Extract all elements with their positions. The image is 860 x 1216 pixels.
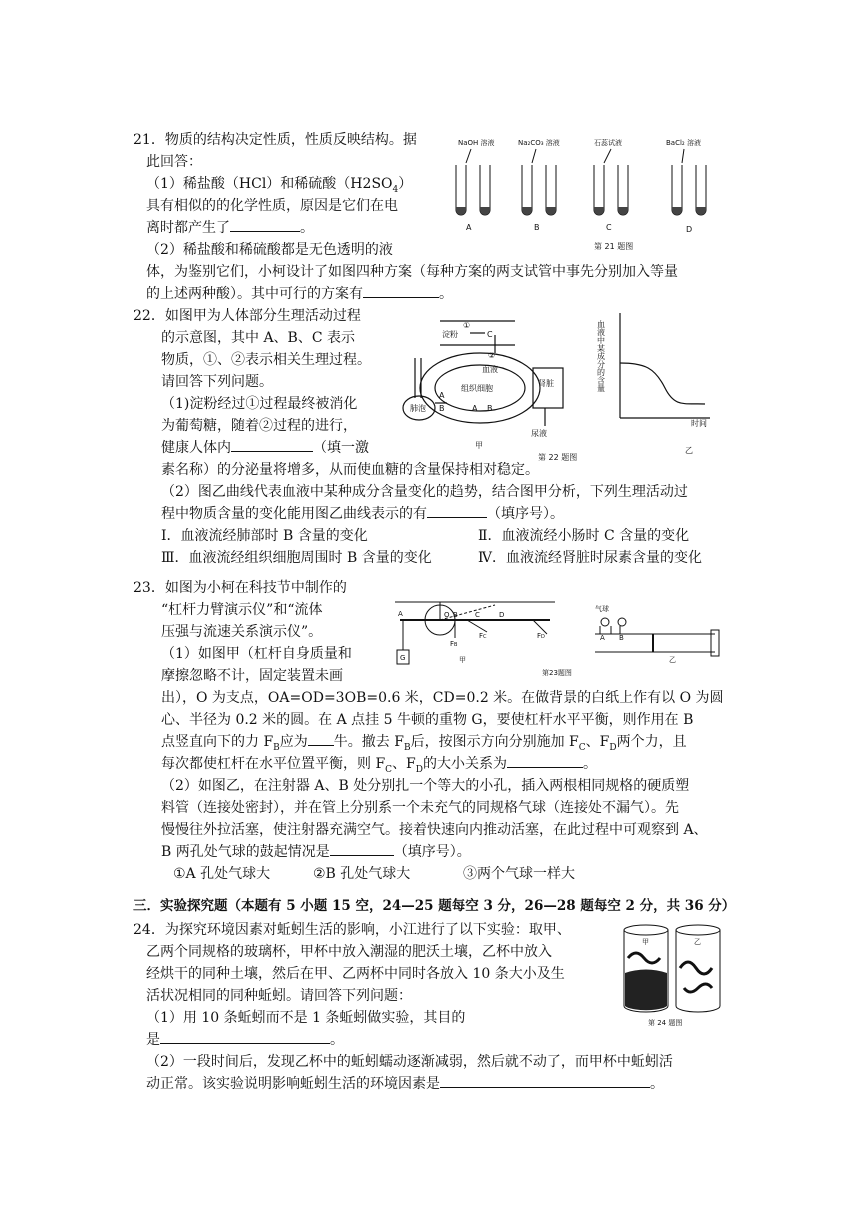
q23-line11: 料管（连接处密封），并在管上分别系一个未充气的同规格气球（连接处不漏气）。先 xyxy=(161,800,679,816)
option-i: Ⅰ．血液流经肺部时 B 含量的变化 xyxy=(161,528,368,544)
label-b: B xyxy=(619,634,624,642)
choice-3: ③两个气球一样大 xyxy=(463,866,575,882)
label-process-2: ② xyxy=(488,351,496,360)
label-lung: 肺泡 xyxy=(410,404,426,413)
label-a: A xyxy=(472,404,478,413)
figure-caption: 第 21 题图 xyxy=(594,242,634,251)
answer-blank[interactable] xyxy=(440,1073,650,1088)
q21-line1: 21．物质的结构决定性质，性质反映结构。据 xyxy=(133,132,417,148)
label-process-1: ① xyxy=(463,321,471,330)
q23-line2: “杠杆力臂演示仪”和“流体 xyxy=(161,602,323,618)
q22-line10: 程中物质含量的变化能用图乙曲线表示的有 （填序号）。 xyxy=(133,503,733,525)
axis-x-label: 时间 xyxy=(691,419,707,428)
q23-lever-figure xyxy=(395,600,735,680)
q21-part1-blank-line: 离时都产生了 。 xyxy=(133,217,733,239)
label-b: B xyxy=(439,404,445,413)
reagent-label: NaOH 溶液 xyxy=(458,139,495,147)
q21-part2: （2）稀盐酸和稀硫酸都是无色透明的液 xyxy=(146,242,393,258)
q21-part2-blank-line: 的上述两种酸）。其中可行的方案有 。 xyxy=(133,283,733,305)
q23-line1: 23．如图为小柯在科技节中制作的 xyxy=(133,580,347,596)
q23-line7: 心、半径为 0.2 米的圆。在 A 点挂 5 牛顿的重物 G，要使杠杆水平平衡，则作用在 B xyxy=(161,712,694,728)
label-yi: 乙 xyxy=(669,656,676,664)
label-tissue-cell: 组织细胞 xyxy=(461,384,493,393)
label-b: B xyxy=(487,404,493,413)
q21-test-tube-figure xyxy=(446,135,726,255)
q22-line9: （2）图乙曲线代表血液中某种成分含量变化的趋势，结合图甲分析，下列生理活动过 xyxy=(161,484,688,500)
label-d: D xyxy=(499,611,505,619)
label-g: G xyxy=(400,654,406,662)
label-a: A xyxy=(398,610,403,618)
q24-line1: 24．为探究环境因素对蚯蚓生活的影响，小江进行了以下实验：取甲、 xyxy=(133,922,571,938)
option-iii: Ⅲ．血液流经组织细胞周围时 B 含量的变化 xyxy=(161,550,432,566)
q21-part1-cont: 具有相似的的化学性质，原因是它们在电 xyxy=(146,198,398,214)
section-3-heading: 三．实验探究题（本题有 5 小题 15 空，24—25 题每空 3 分，26—28 题每空 2 分，共 36 分） xyxy=(133,898,736,914)
label-fb: FB xyxy=(450,640,458,648)
label-yi: 乙 xyxy=(694,938,701,946)
q22-line4: 请回答下列问题。 xyxy=(161,374,273,390)
q23-line5: 摩擦忽略不计，固定装置未画 xyxy=(161,668,343,684)
option-letter: A xyxy=(466,223,472,232)
q22-line3: 物质，①、②表示相关生理过程。 xyxy=(161,352,371,368)
q23-line13: B 两孔处气球的鼓起情况是 （填序号）。 xyxy=(133,841,733,863)
q22-line8: 素名称）的分泌量将增多，从而使血糖的含量保持相对稳定。 xyxy=(161,462,539,478)
q22-physiology-figure xyxy=(395,308,725,470)
reagent-label: 石蕊试液 xyxy=(594,139,622,147)
q24-earthworm-figure xyxy=(618,918,728,1028)
q23-line4: （1）如图甲（杠杆自身质量和 xyxy=(161,646,352,662)
option-iv: Ⅳ．血液流经肾脏时尿素含量的变化 xyxy=(478,550,702,566)
choice-1: ①A 孔处气球大 xyxy=(173,866,271,882)
label-a: A xyxy=(600,634,605,642)
q21-part2-cont: 体，为鉴别它们，小柯设计了如图四种方案（每种方案的两支试管中事先分别加入等量 xyxy=(146,264,678,280)
label-fd: FD xyxy=(537,632,545,640)
option-letter: C xyxy=(606,223,612,232)
q23-line12: 慢慢往外拉活塞，使注射器充满空气。接着快速向内推动活塞，在此过程中可观察到 A、 xyxy=(161,822,708,838)
q24-line5: （1）用 10 条蚯蚓而不是 1 条蚯蚓做实验，其目的 xyxy=(146,1010,466,1026)
option-ii: Ⅱ．血液流经小肠时 C 含量的变化 xyxy=(478,528,690,544)
q24-line3: 经烘干的同种土壤，然后在甲、乙两杯中同时各放入 10 条大小及生 xyxy=(146,966,565,982)
q22-line1: 22．如图甲为人体部分生理活动过程 xyxy=(133,308,361,324)
q21-line2: 此回答： xyxy=(146,154,202,170)
label-o: O xyxy=(444,611,450,619)
q23-line9: 每次都使杠杆在水平位置平衡，则 $F_C$、$F_D$的大小关系为 。 xyxy=(133,753,733,775)
label-blood: 血液 xyxy=(482,365,498,374)
label-starch: 淀粉 xyxy=(442,330,458,339)
q23-choices xyxy=(133,863,733,885)
label-c: C xyxy=(475,611,480,619)
q22-line5: （1)淀粉经过①过程最终被消化 xyxy=(161,396,358,412)
option-letter: D xyxy=(686,225,693,234)
q24-line4: 活状况相同的同种蚯蚓。请回答下列问题： xyxy=(146,988,412,1004)
q23-line6: 出），O 为支点，OA=OD=3OB=0.6 米，CD=0.2 米。在做背景的白纸上作有以 O 为圆 xyxy=(161,690,724,706)
q22-options-row2 xyxy=(133,547,733,569)
q24-line7: （2）一段时间后，发现乙杯中的蚯蚓蠕动逐渐减弱，然后就不动了，而甲杯中蚯蚓活 xyxy=(146,1054,673,1070)
q22-line2: 的示意图，其中 A、B、C 表示 xyxy=(161,330,356,346)
label-b: B xyxy=(453,611,458,619)
q24-line8: 动正常。该实验说明影响蚯蚓生活的环境因素是 。 xyxy=(133,1073,733,1095)
q21-part1: （1）稀盐酸（HCl）和稀硫酸$(H2SO_4)$ xyxy=(146,176,413,195)
q22-options-row1 xyxy=(133,525,733,547)
q23-line3: 压强与流速关系演示仪”。 xyxy=(161,624,323,640)
q23-line8: 点竖直向下的力 $F_B$应为 牛。撤去 $F_B$后，按图示方向分别施加 $F_C$、$F_D$两个力，且 xyxy=(133,731,733,753)
answer-blank[interactable] xyxy=(231,437,313,452)
choice-2: ②B 孔处气球大 xyxy=(313,866,411,882)
q24-line6: 是 。 xyxy=(133,1029,733,1051)
q23-line10: （2）如图乙，在注射器 A、B 处分别扎一个等大的小孔，插入两根相同规格的硬质塑 xyxy=(161,778,690,794)
answer-blank[interactable] xyxy=(308,731,334,746)
axis-y-label: 血液中某成分的含量 xyxy=(596,320,606,392)
reagent-label: BaCl₂ 溶液 xyxy=(666,139,701,147)
label-jia: 甲 xyxy=(459,656,466,664)
label-yi: 乙 xyxy=(685,446,693,455)
label-urine: 尿液 xyxy=(531,429,547,438)
q24-line2: 乙两个同规格的玻璃杯，甲杯中放入潮湿的肥沃土壤，乙杯中放入 xyxy=(146,944,552,960)
q22-line6: 为葡萄糖，随着②过程的进行， xyxy=(161,418,357,434)
figure-caption: 第 24 题图 xyxy=(648,1019,683,1027)
option-letter: B xyxy=(534,223,540,232)
label-jia: 甲 xyxy=(642,938,649,946)
q22-line7: 健康人体内 （填一激 xyxy=(133,437,733,459)
label-c: C xyxy=(487,330,493,339)
label-a: A xyxy=(439,391,445,400)
label-fc: FC xyxy=(479,632,487,640)
answer-blank[interactable] xyxy=(427,503,487,518)
answer-blank[interactable] xyxy=(330,841,394,856)
label-jia: 甲 xyxy=(475,441,483,450)
answer-blank[interactable] xyxy=(160,1029,330,1044)
label-kidney: 肾脏 xyxy=(538,379,554,388)
label-balloon: 气球 xyxy=(595,605,609,613)
figure-caption: 第 22 题图 xyxy=(538,453,578,462)
answer-blank[interactable] xyxy=(363,283,439,298)
answer-blank[interactable] xyxy=(230,217,300,232)
answer-blank[interactable] xyxy=(507,753,583,768)
reagent-label: Na₂CO₃ 溶液 xyxy=(518,139,560,147)
figure-caption: 第23题图 xyxy=(542,669,572,677)
